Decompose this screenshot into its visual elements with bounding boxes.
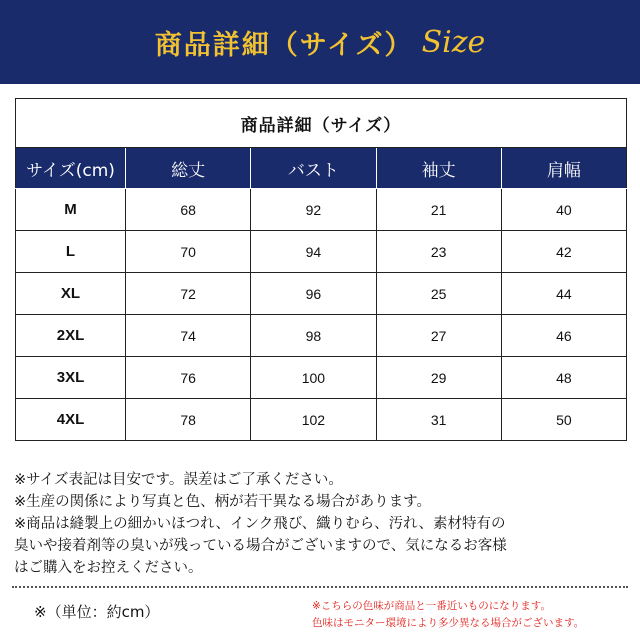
banner-script-word: Size (421, 24, 486, 60)
table-row (16, 315, 627, 357)
length-cell: 70 (126, 231, 251, 273)
shoulder-cell: 44 (501, 273, 626, 315)
column-header-shoulder: 肩幅 (501, 148, 626, 189)
bust-cell: 92 (251, 189, 376, 231)
table-row (16, 189, 627, 231)
note-line: はご購入をお控えください。 (14, 560, 203, 576)
color-note-line: ※こちらの色味が商品と一番近いものになります。 (312, 600, 551, 612)
table-row (16, 273, 627, 315)
title-banner (0, 0, 640, 84)
sleeve-cell: 23 (376, 231, 501, 273)
shoulder-cell: 48 (501, 357, 626, 399)
sleeve-cell: 27 (376, 315, 501, 357)
table-caption: 商品詳細（サイズ） (16, 99, 627, 148)
bust-cell: 94 (251, 231, 376, 273)
table-row (16, 399, 627, 441)
shoulder-cell: 50 (501, 399, 626, 441)
length-cell: 76 (126, 357, 251, 399)
note-line: ※商品は縫製上の細かいほつれ、インク飛び、織りむら、汚れ、素材特有の (14, 516, 506, 532)
shoulder-cell: 40 (501, 189, 626, 231)
note-line: ※サイズ表記は目安です。誤差はご了承ください。 (14, 472, 343, 488)
shoulder-cell: 46 (501, 315, 626, 357)
size-label: 3XL (16, 357, 126, 399)
dotted-divider (12, 586, 628, 588)
table-header-row (16, 148, 627, 189)
unit-note: ※（単位：約cm） (34, 603, 160, 621)
bust-cell: 96 (251, 273, 376, 315)
notes-block (14, 469, 630, 579)
banner-title: 商品詳細（サイズ） (154, 29, 414, 61)
size-label: XL (16, 273, 126, 315)
size-table (15, 98, 627, 441)
shoulder-cell: 42 (501, 231, 626, 273)
sleeve-cell: 21 (376, 189, 501, 231)
column-header-bust: バスト (251, 148, 376, 189)
table-caption-row (16, 99, 627, 148)
size-label: L (16, 231, 126, 273)
note-line: 臭いや接着剤等の臭いが残っている場合がございますので、気になるお客様 (14, 538, 507, 554)
column-header-size: サイズ(cm) (16, 148, 126, 189)
size-label: 2XL (16, 315, 126, 357)
bust-cell: 100 (251, 357, 376, 399)
sleeve-cell: 25 (376, 273, 501, 315)
color-note-line: 色味はモニター環境により多少異なる場合がございます。 (312, 617, 585, 629)
column-header-sleeve: 袖丈 (376, 148, 501, 189)
table-row (16, 357, 627, 399)
note-line: ※生産の関係により写真と色、柄が若干異なる場合があります。 (14, 494, 431, 510)
length-cell: 72 (126, 273, 251, 315)
column-header-length: 総丈 (126, 148, 251, 189)
sleeve-cell: 29 (376, 357, 501, 399)
length-cell: 68 (126, 189, 251, 231)
color-disclaimer (312, 598, 632, 632)
bust-cell: 98 (251, 315, 376, 357)
length-cell: 74 (126, 315, 251, 357)
length-cell: 78 (126, 399, 251, 441)
sleeve-cell: 31 (376, 399, 501, 441)
bust-cell: 102 (251, 399, 376, 441)
size-label: 4XL (16, 399, 126, 441)
table-row (16, 231, 627, 273)
size-label: M (16, 189, 126, 231)
